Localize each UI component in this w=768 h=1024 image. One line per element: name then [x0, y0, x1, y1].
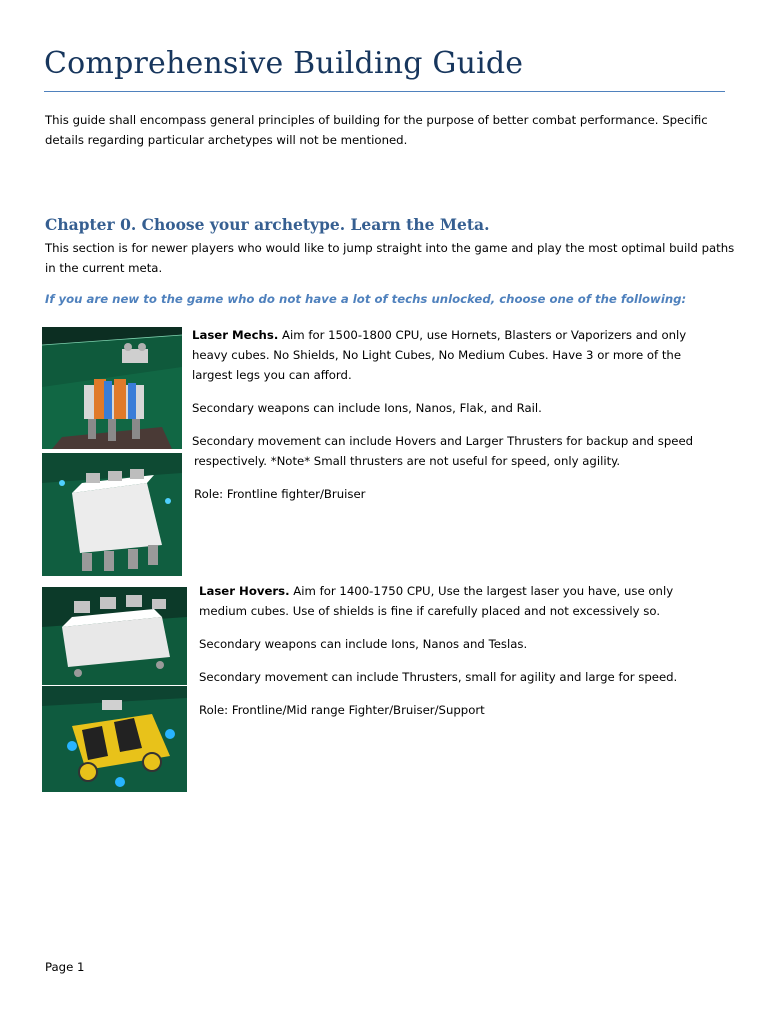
hover-robot-image-1 [42, 587, 187, 685]
page-number: Page 1 [45, 960, 85, 974]
laser-hovers-role: Role: Frontline/Mid range Fighter/Bruiser/Support [199, 703, 485, 717]
callout-text: If you are new to the game who do not have a lot of techs unlocked, choose one of the following: [45, 292, 687, 306]
laser-mechs-description: Aim for 1500-1800 CPU, use Hornets, Blasters or Vaporizers and only heavy cubes. No Shields, No Light Cubes, No Medium Cubes. Have 3 or more of the largest legs you can afford. [192, 328, 687, 382]
laser-mechs-name: Laser Mechs. [192, 328, 279, 342]
laser-mechs-section [192, 325, 712, 504]
intro-paragraph: This guide shall encompass general principles of building for the purpose of better combat performance. Specific details regarding particular archetypes will not be mentioned. [45, 113, 708, 147]
title-divider [44, 91, 725, 92]
laser-mechs-role: Role: Frontline fighter/Bruiser [194, 487, 366, 501]
chapter-body: This section is for newer players who would like to jump straight into the game and play the most optimal build paths in the current meta. [45, 241, 735, 275]
laser-hovers-name: Laser Hovers. [199, 584, 290, 598]
laser-hovers-secondary-movement: Secondary movement can include Thrusters, small for agility and large for speed. [199, 670, 678, 684]
laser-mechs-secondary-weapons: Secondary weapons can include Ions, Nanos, Flak, and Rail. [192, 401, 542, 415]
mech-robot-image-2 [42, 453, 182, 576]
hover-robot-image-2 [42, 686, 187, 792]
laser-hovers-section [199, 581, 719, 720]
laser-hovers-secondary-weapons: Secondary weapons can include Ions, Nanos and Teslas. [199, 637, 528, 651]
laser-mechs-secondary-movement-line1: Secondary movement can include Hovers and Larger Thrusters for backup and speed [192, 434, 694, 448]
laser-mechs-secondary-movement-line2: respectively. *Note* Small thrusters are not useful for speed, only agility. [194, 454, 621, 468]
mech-robot-image-1 [42, 327, 182, 449]
chapter-heading: Chapter 0. Choose your archetype. Learn the Meta. [45, 215, 490, 234]
page-title: Comprehensive Building Guide [44, 46, 524, 81]
laser-hovers-description: Aim for 1400-1750 CPU, Use the largest laser you have, use only medium cubes. Use of shields is fine if carefully placed and not excessively so. [199, 584, 674, 618]
